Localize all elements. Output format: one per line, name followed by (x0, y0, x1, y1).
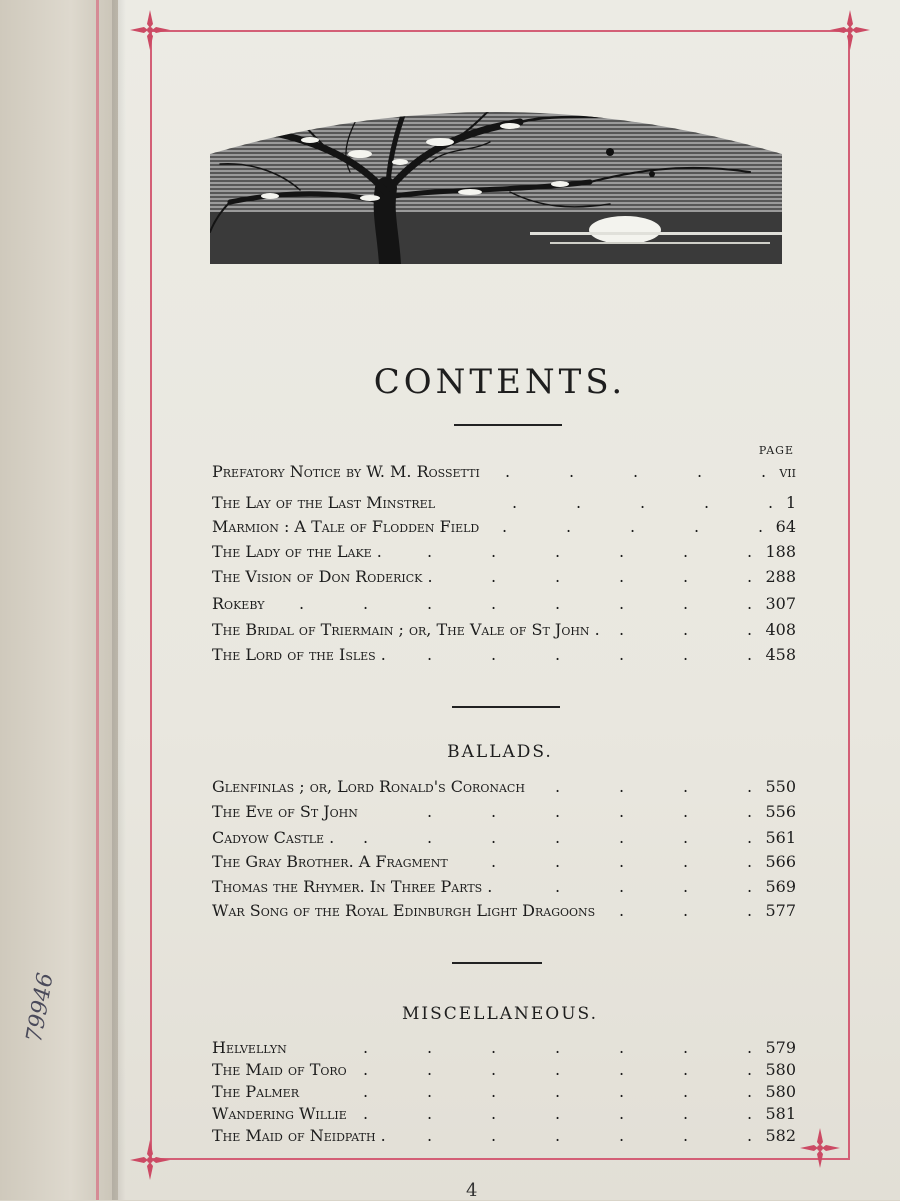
leader-dot: . (491, 828, 497, 847)
toc-entry-title: The Lord of the Isles . (212, 645, 386, 664)
facing-page (0, 0, 118, 1200)
toc-entry-title: The Palmer (212, 1082, 299, 1101)
leader-dot: . (555, 645, 561, 664)
leader-dot: . (491, 1060, 497, 1079)
leader-dot: . (363, 1082, 369, 1101)
corner-ornament-icon (798, 1126, 842, 1170)
leader-dot: . (576, 493, 582, 512)
leader-dot: . (619, 852, 625, 871)
leader-dot: . (491, 567, 497, 586)
toc-entry[interactable] (212, 645, 796, 667)
leader-dot: . (491, 1126, 497, 1145)
toc-entry-page: 556 (765, 802, 796, 821)
toc-entry-page: 458 (765, 645, 796, 664)
toc-entry-page: 550 (765, 777, 796, 796)
leader-dot: . (555, 828, 561, 847)
leader-dot: . (619, 1060, 625, 1079)
leader-dot: . (683, 1104, 689, 1123)
toc-entry[interactable] (212, 1126, 796, 1148)
section-rule (452, 962, 542, 964)
leader-dot: . (758, 517, 764, 536)
toc-entry-title: The Maid of Toro (212, 1060, 347, 1079)
toc-entry[interactable] (212, 542, 796, 564)
leader-dot: . (619, 1126, 625, 1145)
leader-dot: . (491, 594, 497, 613)
leader-dot: . (694, 517, 700, 536)
section-rule (452, 706, 560, 708)
leader-dot: . (619, 567, 625, 586)
corner-ornament-icon (128, 1138, 172, 1182)
leader-dot: . (491, 802, 497, 821)
leader-dot: . (427, 645, 433, 664)
leader-dot: . (619, 877, 625, 896)
leader-dot: . (491, 1038, 497, 1057)
leader-dot: . (427, 1104, 433, 1123)
toc-entry-title: The Bridal of Triermain ; or, The Vale of St John . (212, 620, 600, 639)
toc-entry-page: 579 (765, 1038, 796, 1057)
corner-ornament-icon (128, 8, 172, 52)
toc-entry-page: vii (779, 462, 796, 481)
leader-dot: . (747, 828, 753, 847)
leader-dot: . (747, 620, 753, 639)
toc-entry-title: Prefatory Notice by W. M. Rossetti (212, 462, 480, 481)
leader-dot: . (683, 777, 689, 796)
leader-dot: . (683, 567, 689, 586)
leader-dot: . (427, 1082, 433, 1101)
toc-entry-page: 580 (765, 1082, 796, 1101)
leader-dot: . (747, 542, 753, 561)
spine-shadow (112, 0, 126, 1200)
leader-dot: . (427, 594, 433, 613)
leader-dot: . (555, 1060, 561, 1079)
leader-dot: . (427, 542, 433, 561)
leader-dot: . (768, 493, 774, 512)
toc-entry[interactable] (212, 567, 796, 589)
toc-entry-page: 288 (765, 567, 796, 586)
leader-dot: . (569, 462, 575, 481)
leader-dot: . (683, 1082, 689, 1101)
leader-dot: . (491, 852, 497, 871)
leader-dot: . (747, 777, 753, 796)
leader-dot: . (363, 1060, 369, 1079)
leader-dot: . (427, 1126, 433, 1145)
toc-entry-page: 569 (765, 877, 796, 896)
toc-entry[interactable] (212, 1082, 796, 1104)
leader-dot: . (491, 1104, 497, 1123)
page-folio-number: 4 (466, 1180, 478, 1201)
leader-dot: . (683, 542, 689, 561)
toc-entry-title: Glenfinlas ; or, Lord Ronald's Coronach (212, 777, 525, 796)
toc-entry[interactable] (212, 877, 796, 899)
leader-dot: . (747, 1060, 753, 1079)
leader-dot: . (704, 493, 710, 512)
leader-dot: . (683, 1060, 689, 1079)
toc-entry[interactable] (212, 1038, 796, 1060)
leader-dot: . (555, 852, 561, 871)
leader-dot: . (747, 1082, 753, 1101)
toc-entry-title: Marmion : A Tale of Flodden Field (212, 517, 480, 536)
toc-entry[interactable] (212, 493, 796, 515)
leader-dot: . (363, 1104, 369, 1123)
leader-dot: . (747, 877, 753, 896)
leader-dot: . (619, 645, 625, 664)
toc-entry-title: Wandering Willie (212, 1104, 347, 1123)
leader-dot: . (491, 542, 497, 561)
toc-entry-title: The Vision of Don Roderick . (212, 567, 433, 586)
leader-dot: . (683, 1126, 689, 1145)
leader-dot: . (619, 542, 625, 561)
leader-dot: . (555, 877, 561, 896)
toc-entry-page: 1 (785, 493, 796, 512)
miscellaneous-heading: MISCELLANEOUS. (401, 1004, 599, 1024)
ballads-heading: BALLADS. (447, 742, 553, 762)
leader-dot: . (555, 542, 561, 561)
toc-entry[interactable] (212, 777, 796, 799)
leader-dot: . (555, 1126, 561, 1145)
leader-dot: . (363, 594, 369, 613)
leader-dot: . (555, 594, 561, 613)
leader-dot: . (640, 493, 646, 512)
leader-dot: . (683, 645, 689, 664)
leader-dot: . (747, 901, 753, 920)
leader-dot: . (683, 828, 689, 847)
toc-entry[interactable] (212, 517, 796, 539)
toc-entry-title: Thomas the Rhymer. In Three Parts . (212, 877, 493, 896)
leader-dot: . (427, 828, 433, 847)
toc-entry[interactable] (212, 901, 796, 923)
toc-entry-page: 577 (765, 901, 796, 920)
leader-dot: . (747, 645, 753, 664)
leader-dot: . (619, 901, 625, 920)
toc-entry[interactable] (212, 462, 796, 484)
toc-entry-page: 580 (765, 1060, 796, 1079)
leader-dot: . (491, 1082, 497, 1101)
leader-dot: . (619, 802, 625, 821)
leader-dot: . (633, 462, 639, 481)
leader-dot: . (630, 517, 636, 536)
leader-dot: . (619, 1038, 625, 1057)
engraved-winter-tree-headpiece (210, 92, 782, 264)
leader-dot: . (747, 594, 753, 613)
leader-dot: . (697, 462, 703, 481)
toc-entry-title: Helvellyn (212, 1038, 287, 1057)
toc-entry-title: The Eve of St John (212, 802, 358, 821)
toc-entry-page: 566 (765, 852, 796, 871)
leader-dot: . (747, 567, 753, 586)
toc-entry-page: 408 (765, 620, 796, 639)
leader-dot: . (566, 517, 572, 536)
leader-dot: . (619, 594, 625, 613)
toc-entry[interactable] (212, 852, 796, 874)
leader-dot: . (512, 493, 518, 512)
toc-entry-page: 581 (765, 1104, 796, 1123)
leader-dot: . (619, 620, 625, 639)
leader-dot: . (491, 645, 497, 664)
leader-dot: . (555, 567, 561, 586)
leader-dot: . (427, 802, 433, 821)
leader-dot: . (683, 620, 689, 639)
toc-entry-title: The Maid of Neidpath . (212, 1126, 386, 1145)
toc-entry-title: The Lady of the Lake . (212, 542, 382, 561)
leader-dot: . (619, 1082, 625, 1101)
leader-dot: . (683, 877, 689, 896)
toc-entry-title: The Lay of the Last Minstrel (212, 493, 436, 512)
page-column-label: PAGE (758, 444, 794, 457)
toc-entry-page: 561 (765, 828, 796, 847)
leader-dot: . (505, 462, 511, 481)
toc-entry-page: 307 (765, 594, 796, 613)
leader-dot: . (747, 1104, 753, 1123)
leader-dot: . (502, 517, 508, 536)
leader-dot: . (427, 1038, 433, 1057)
leader-dot: . (747, 1126, 753, 1145)
toc-entry[interactable] (212, 1060, 796, 1082)
leader-dot: . (683, 594, 689, 613)
toc-entry-title: Cadyow Castle . (212, 828, 335, 847)
leader-dot: . (555, 1082, 561, 1101)
contents-title: CONTENTS. (373, 362, 627, 402)
toc-entry[interactable] (212, 620, 796, 642)
leader-dot: . (555, 777, 561, 796)
toc-entry[interactable] (212, 802, 796, 824)
leader-dot: . (747, 802, 753, 821)
leader-dot: . (619, 777, 625, 796)
leader-dot: . (683, 802, 689, 821)
toc-entry[interactable] (212, 828, 796, 850)
title-rule (454, 424, 562, 426)
toc-entry-page: 64 (775, 517, 796, 536)
leader-dot: . (747, 1038, 753, 1057)
toc-entry-page: 188 (765, 542, 796, 561)
leader-dot: . (299, 594, 305, 613)
leader-dot: . (761, 462, 767, 481)
toc-entry-page: 582 (765, 1126, 796, 1145)
leader-dot: . (747, 852, 753, 871)
leader-dot: . (683, 852, 689, 871)
leader-dot: . (683, 1038, 689, 1057)
leader-dot: . (363, 828, 369, 847)
leader-dot: . (555, 802, 561, 821)
toc-entry-title: The Gray Brother. A Fragment (212, 852, 448, 871)
toc-entry-title: War Song of the Royal Edinburgh Light Dragoons (212, 901, 596, 920)
leader-dot: . (619, 828, 625, 847)
handwritten-shelf-number: 79946 (22, 971, 59, 1045)
facing-page-border (96, 0, 99, 1200)
toc-entry-title: Rokeby (212, 594, 265, 613)
leader-dot: . (427, 1060, 433, 1079)
toc-entry[interactable] (212, 1104, 796, 1126)
toc-entry[interactable] (212, 594, 796, 616)
corner-ornament-icon (828, 8, 872, 52)
leader-dot: . (555, 1038, 561, 1057)
leader-dot: . (363, 1038, 369, 1057)
leader-dot: . (619, 1104, 625, 1123)
leader-dot: . (555, 1104, 561, 1123)
leader-dot: . (683, 901, 689, 920)
